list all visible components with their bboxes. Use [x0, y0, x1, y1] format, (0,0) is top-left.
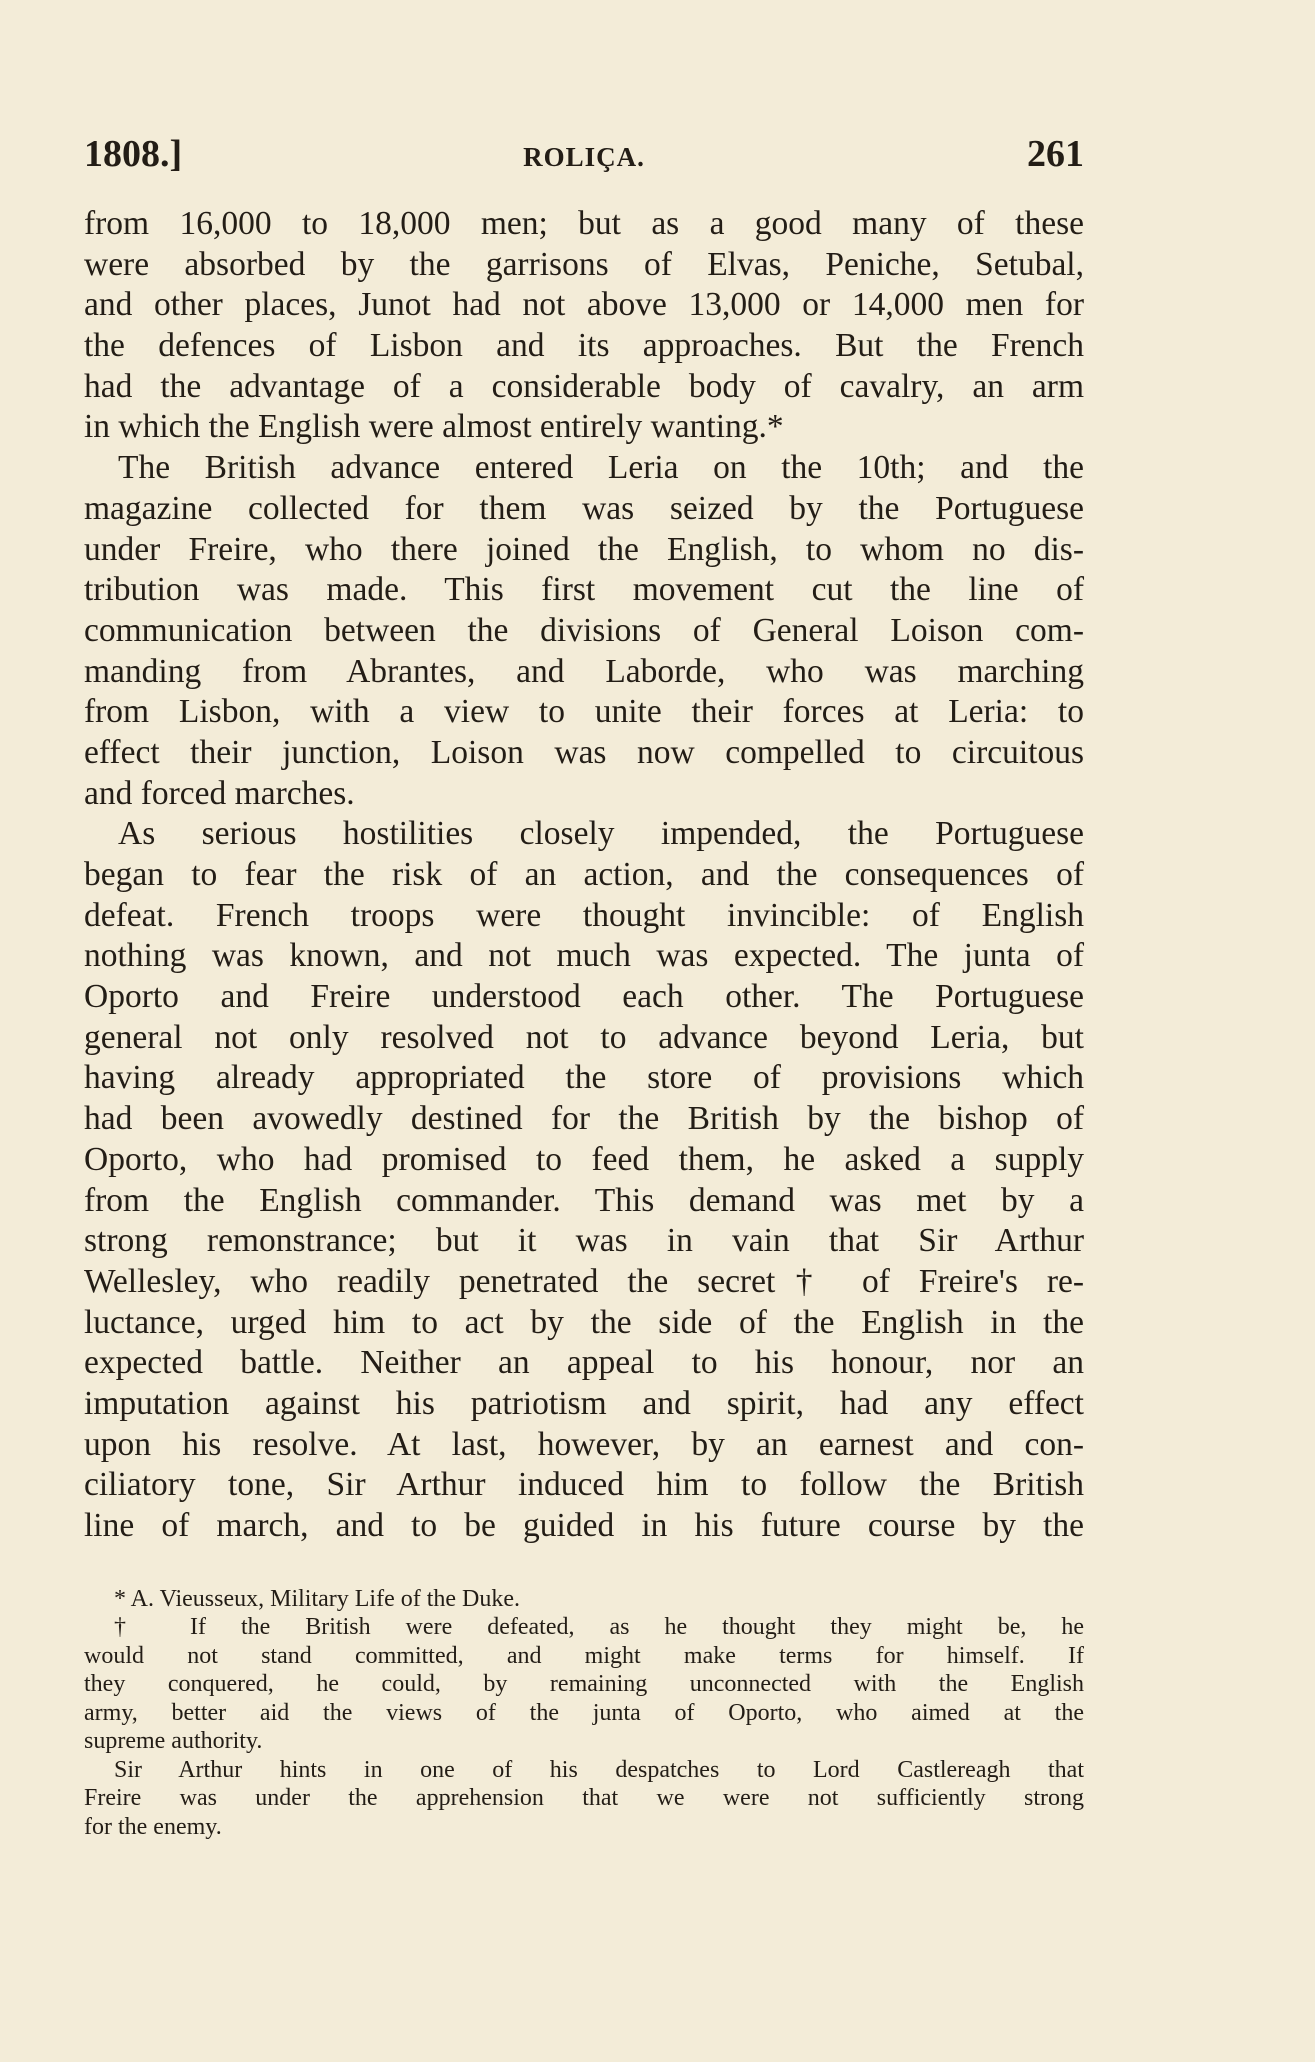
- text-line: and other places, Junot had not above 13,000 or 14,000 men for: [84, 286, 1084, 324]
- text-line: luctance, urged him to act by the side of the English in the: [84, 1303, 1084, 1341]
- footnote-line: † If the British were defeated, as he thought they might be, he: [114, 1614, 1084, 1641]
- text-line: having already appropriated the store of provisions which: [84, 1059, 1084, 1097]
- text-line: from the English commander. This demand was met by a: [84, 1181, 1084, 1219]
- text-line: had been avowedly destined for the British by the bishop of: [84, 1100, 1084, 1138]
- text-line: in which the English were almost entirely wanting.*: [84, 408, 784, 446]
- text-line: general not only resolved not to advance beyond Leria, but: [84, 1018, 1084, 1056]
- text-line: magazine collected for them was seized by the Portuguese: [84, 489, 1084, 527]
- text-line: expected battle. Neither an appeal to his honour, nor an: [84, 1344, 1084, 1382]
- text-line: from Lisbon, with a view to unite their forces at Leria: to: [84, 693, 1084, 731]
- text-line: manding from Abrantes, and Laborde, who was marching: [84, 652, 1084, 690]
- text-line: the defences of Lisbon and its approaches. But the French: [84, 327, 1084, 365]
- body-text: [84, 204, 1084, 1547]
- text-line: strong remonstrance; but it was in vain that Sir Arthur: [84, 1222, 1084, 1260]
- text-line: Wellesley, who readily penetrated the secret† of Freire's re-: [84, 1262, 1084, 1300]
- header-year: 1808.]: [84, 133, 183, 175]
- text-line: nothing was known, and not much was expected. The junta of: [84, 937, 1084, 975]
- text-line: communication between the divisions of General Loison com-: [84, 611, 1084, 649]
- footnote-line: supreme authority.: [84, 1728, 263, 1755]
- text-line: ciliatory tone, Sir Arthur induced him to follow the British: [84, 1466, 1084, 1504]
- text-line: effect their junction, Loison was now compelled to circuitous: [84, 733, 1084, 771]
- text-line: began to fear the risk of an action, and the consequences of: [84, 856, 1084, 893]
- text-line: imputation against his patriotism and spirit, had any effect: [84, 1384, 1084, 1422]
- page-number: 261: [1027, 133, 1084, 175]
- footnote-line: would not stand committed, and might make terms for himself. If: [84, 1642, 1084, 1669]
- footnote-line: army, better aid the views of the junta of Oporto, who aimed at the: [84, 1699, 1084, 1726]
- text-line: and forced marches.: [84, 774, 355, 812]
- text-line: had the advantage of a considerable body of cavalry, an arm: [84, 367, 1084, 405]
- text-line: Oporto and Freire understood each other. The Portuguese: [84, 978, 1084, 1016]
- text-line: tribution was made. This first movement cut the line of: [84, 571, 1084, 609]
- footnotes: [84, 1585, 1084, 1842]
- footnote-line: * A. Vieusseux, Military Life of the Duke.: [114, 1585, 521, 1612]
- text-line: As serious hostilities closely impended, the Portuguese: [118, 815, 1084, 853]
- footnote-line: for the enemy.: [84, 1813, 222, 1840]
- text-line: under Freire, who there joined the English, to whom no dis-: [84, 530, 1084, 568]
- footnote-line: they conquered, he could, by remaining unconnected with the English: [84, 1671, 1084, 1698]
- book-page: [84, 132, 1084, 1841]
- text-line: defeat. French troops were thought invincible: of English: [84, 896, 1084, 934]
- header-title: ROLIÇA.: [523, 142, 645, 172]
- footnote-line: Sir Arthur hints in one of his despatches to Lord Castlereagh that: [114, 1756, 1084, 1783]
- text-line: from 16,000 to 18,000 men; but as a good many of these: [84, 205, 1084, 242]
- text-line: Oporto, who had promised to feed them, he asked a supply: [84, 1140, 1084, 1178]
- text-line: upon his resolve. At last, however, by an earnest and con-: [84, 1425, 1084, 1463]
- text-line: The British advance entered Leria on the 10th; and the: [118, 449, 1084, 487]
- text-line: line of march, and to be guided in his future course by the: [84, 1507, 1084, 1544]
- footnote-line: Freire was under the apprehension that we were not sufficiently strong: [84, 1785, 1084, 1812]
- running-header: [84, 132, 1084, 182]
- text-line: were absorbed by the garrisons of Elvas, Peniche, Setubal,: [84, 245, 1084, 283]
